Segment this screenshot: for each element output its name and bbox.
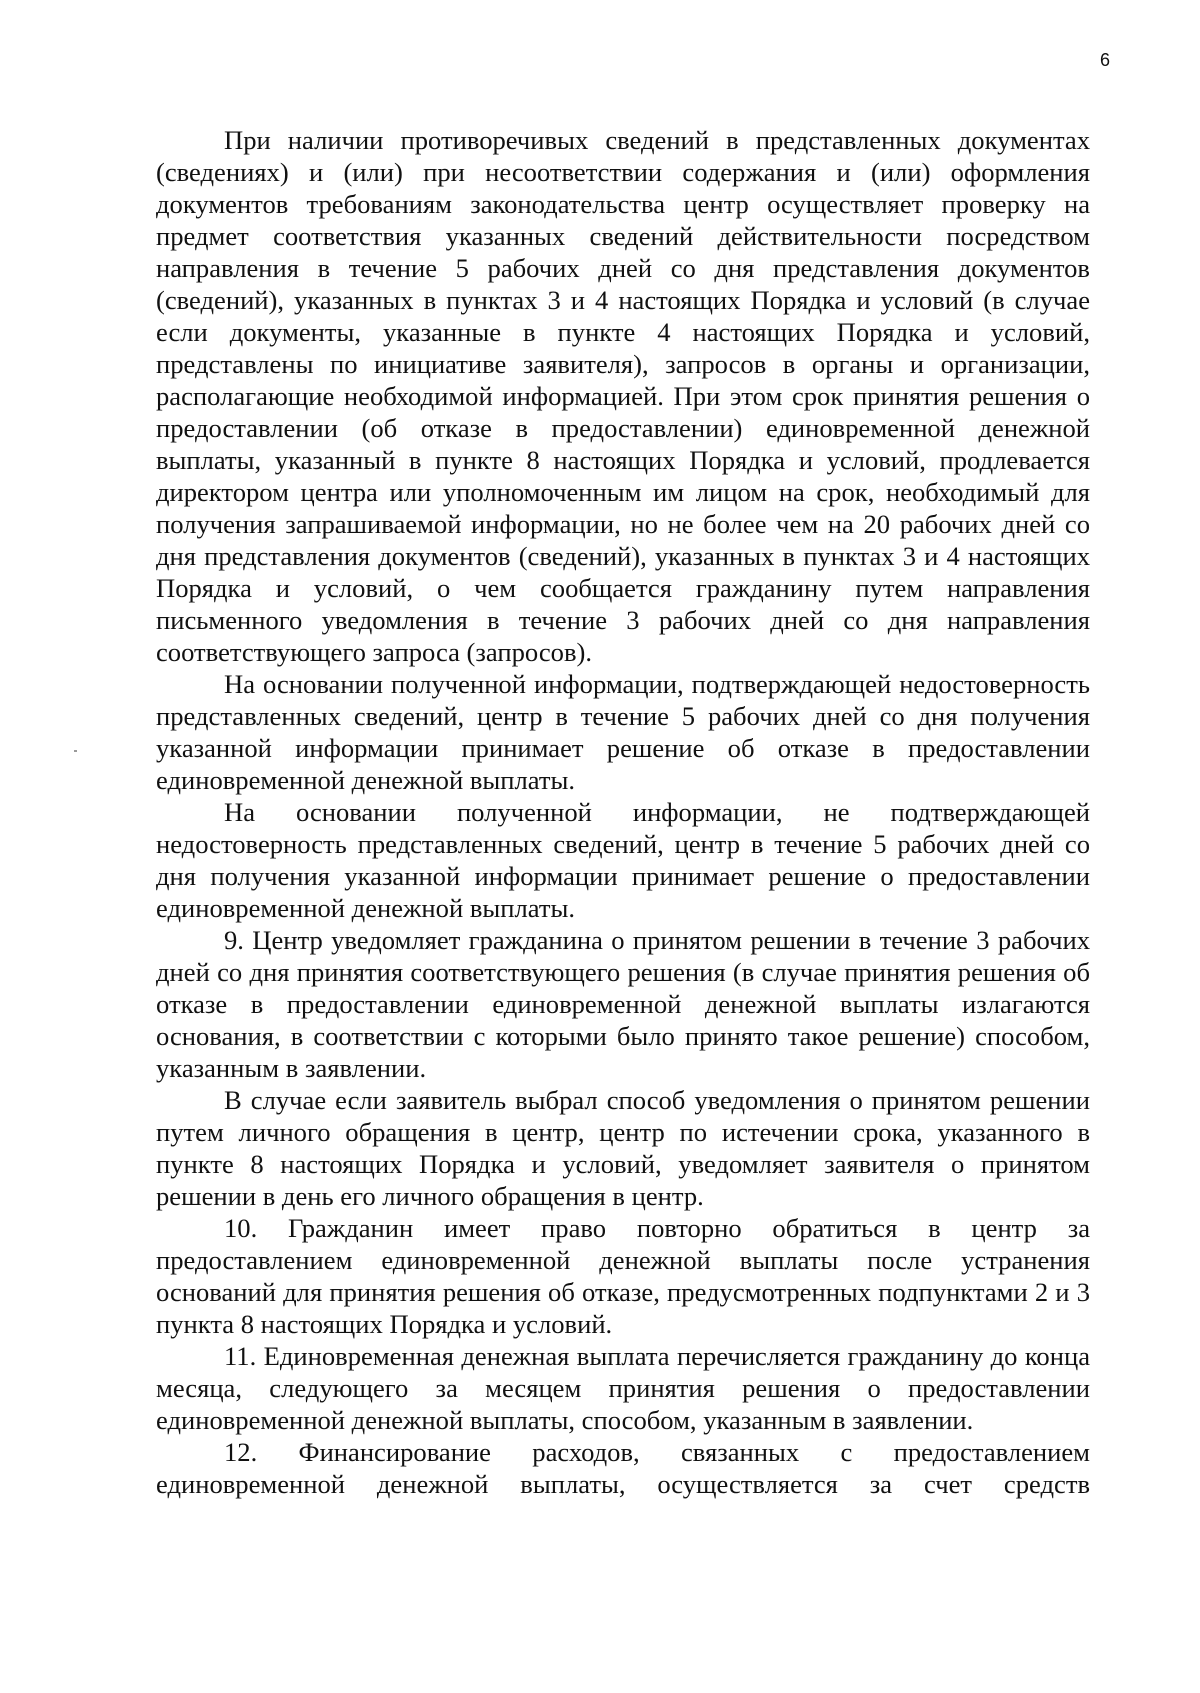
paragraph-item-11: 11. Единовременная денежная выплата перечисляется гражданину до конца месяца, следующего за месяцем принятия решения о предоставлении единовременной денежной выплаты, способом, указанным в заявлении. <box>156 1341 1090 1435</box>
page-number: 6 <box>1099 50 1110 70</box>
document-body <box>156 124 1090 1500</box>
paragraph-item-12: 12. Финансирование расходов, связанных с предоставлением единовременной денежной выплаты, осуществляется за счет средств <box>156 1437 1090 1499</box>
paragraph-item-9: 9. Центр уведомляет гражданина о принятом решении в течение 3 рабочих дней со дня принятия соответствующего решения (в случае принятия решения об отказе в предоставлении единовременной денежной выплаты излагаются основания, в соответствии с которыми было принято такое решение) способом, указанным в заявлении. <box>156 925 1090 1083</box>
paragraph-verification: При наличии противоречивых сведений в представленных документах (сведениях) и (или) при несоответствии содержания и (или) оформления документов требованиям законодательства центр осуществляет проверку на предмет соответствия указанных сведений действительности посредством направления в течение 5 рабочих дней со дня представления документов (сведений), указанных в пунктах 3 и 4 настоящих Порядка и условий (в случае если документы, указанные в пункте 4 настоящих Порядка и условий, представлены по инициативе заявителя), запросов в органы и организации, располагающие необходимой информацией. При этом срок принятия решения о предоставлении (об отказе в предоставлении) единовременной денежной выплаты, указанный в пункте 8 настоящих Порядка и условий, продлевается директором центра или уполномоченным им лицом на срок, необходимый для получения запрашиваемой информации, но не более чем на 20 рабочих дней со дня представления документов (сведений), указанных в пунктах 3 и 4 настоящих Порядка и условий, о чем сообщается гражданину путем направления письменного уведомления в течение 3 рабочих дней со дня направления соответствующего запроса (запросов). <box>156 125 1090 667</box>
scan-speck <box>74 750 77 752</box>
paragraph-not-confirmed-unreliability: На основании полученной информации, не подтверждающей недостоверность представленных сведений, центр в течение 5 рабочих дней со дня получения указанной информации принимает решение о предоставлении единовременной денежной выплаты. <box>156 797 1090 923</box>
paragraph-personal-notification: В случае если заявитель выбрал способ уведомления о принятом решении путем личного обращения в центр, центр по истечении срока, указанного в пункте 8 настоящих Порядка и условий, уведомляет заявителя о принятом решении в день его личного обращения в центр. <box>156 1085 1090 1211</box>
paragraph-confirmed-unreliability: На основании полученной информации, подтверждающей недостоверность представленных сведений, центр в течение 5 рабочих дней со дня получения указанной информации принимает решение об отказе в предоставлении единовременной денежной выплаты. <box>156 669 1090 795</box>
paragraph-item-10: 10. Гражданин имеет право повторно обратиться в центр за предоставлением единовременной денежной выплаты после устранения оснований для принятия решения об отказе, предусмотренных подпунктами 2 и 3 пункта 8 настоящих Порядка и условий. <box>156 1213 1090 1339</box>
